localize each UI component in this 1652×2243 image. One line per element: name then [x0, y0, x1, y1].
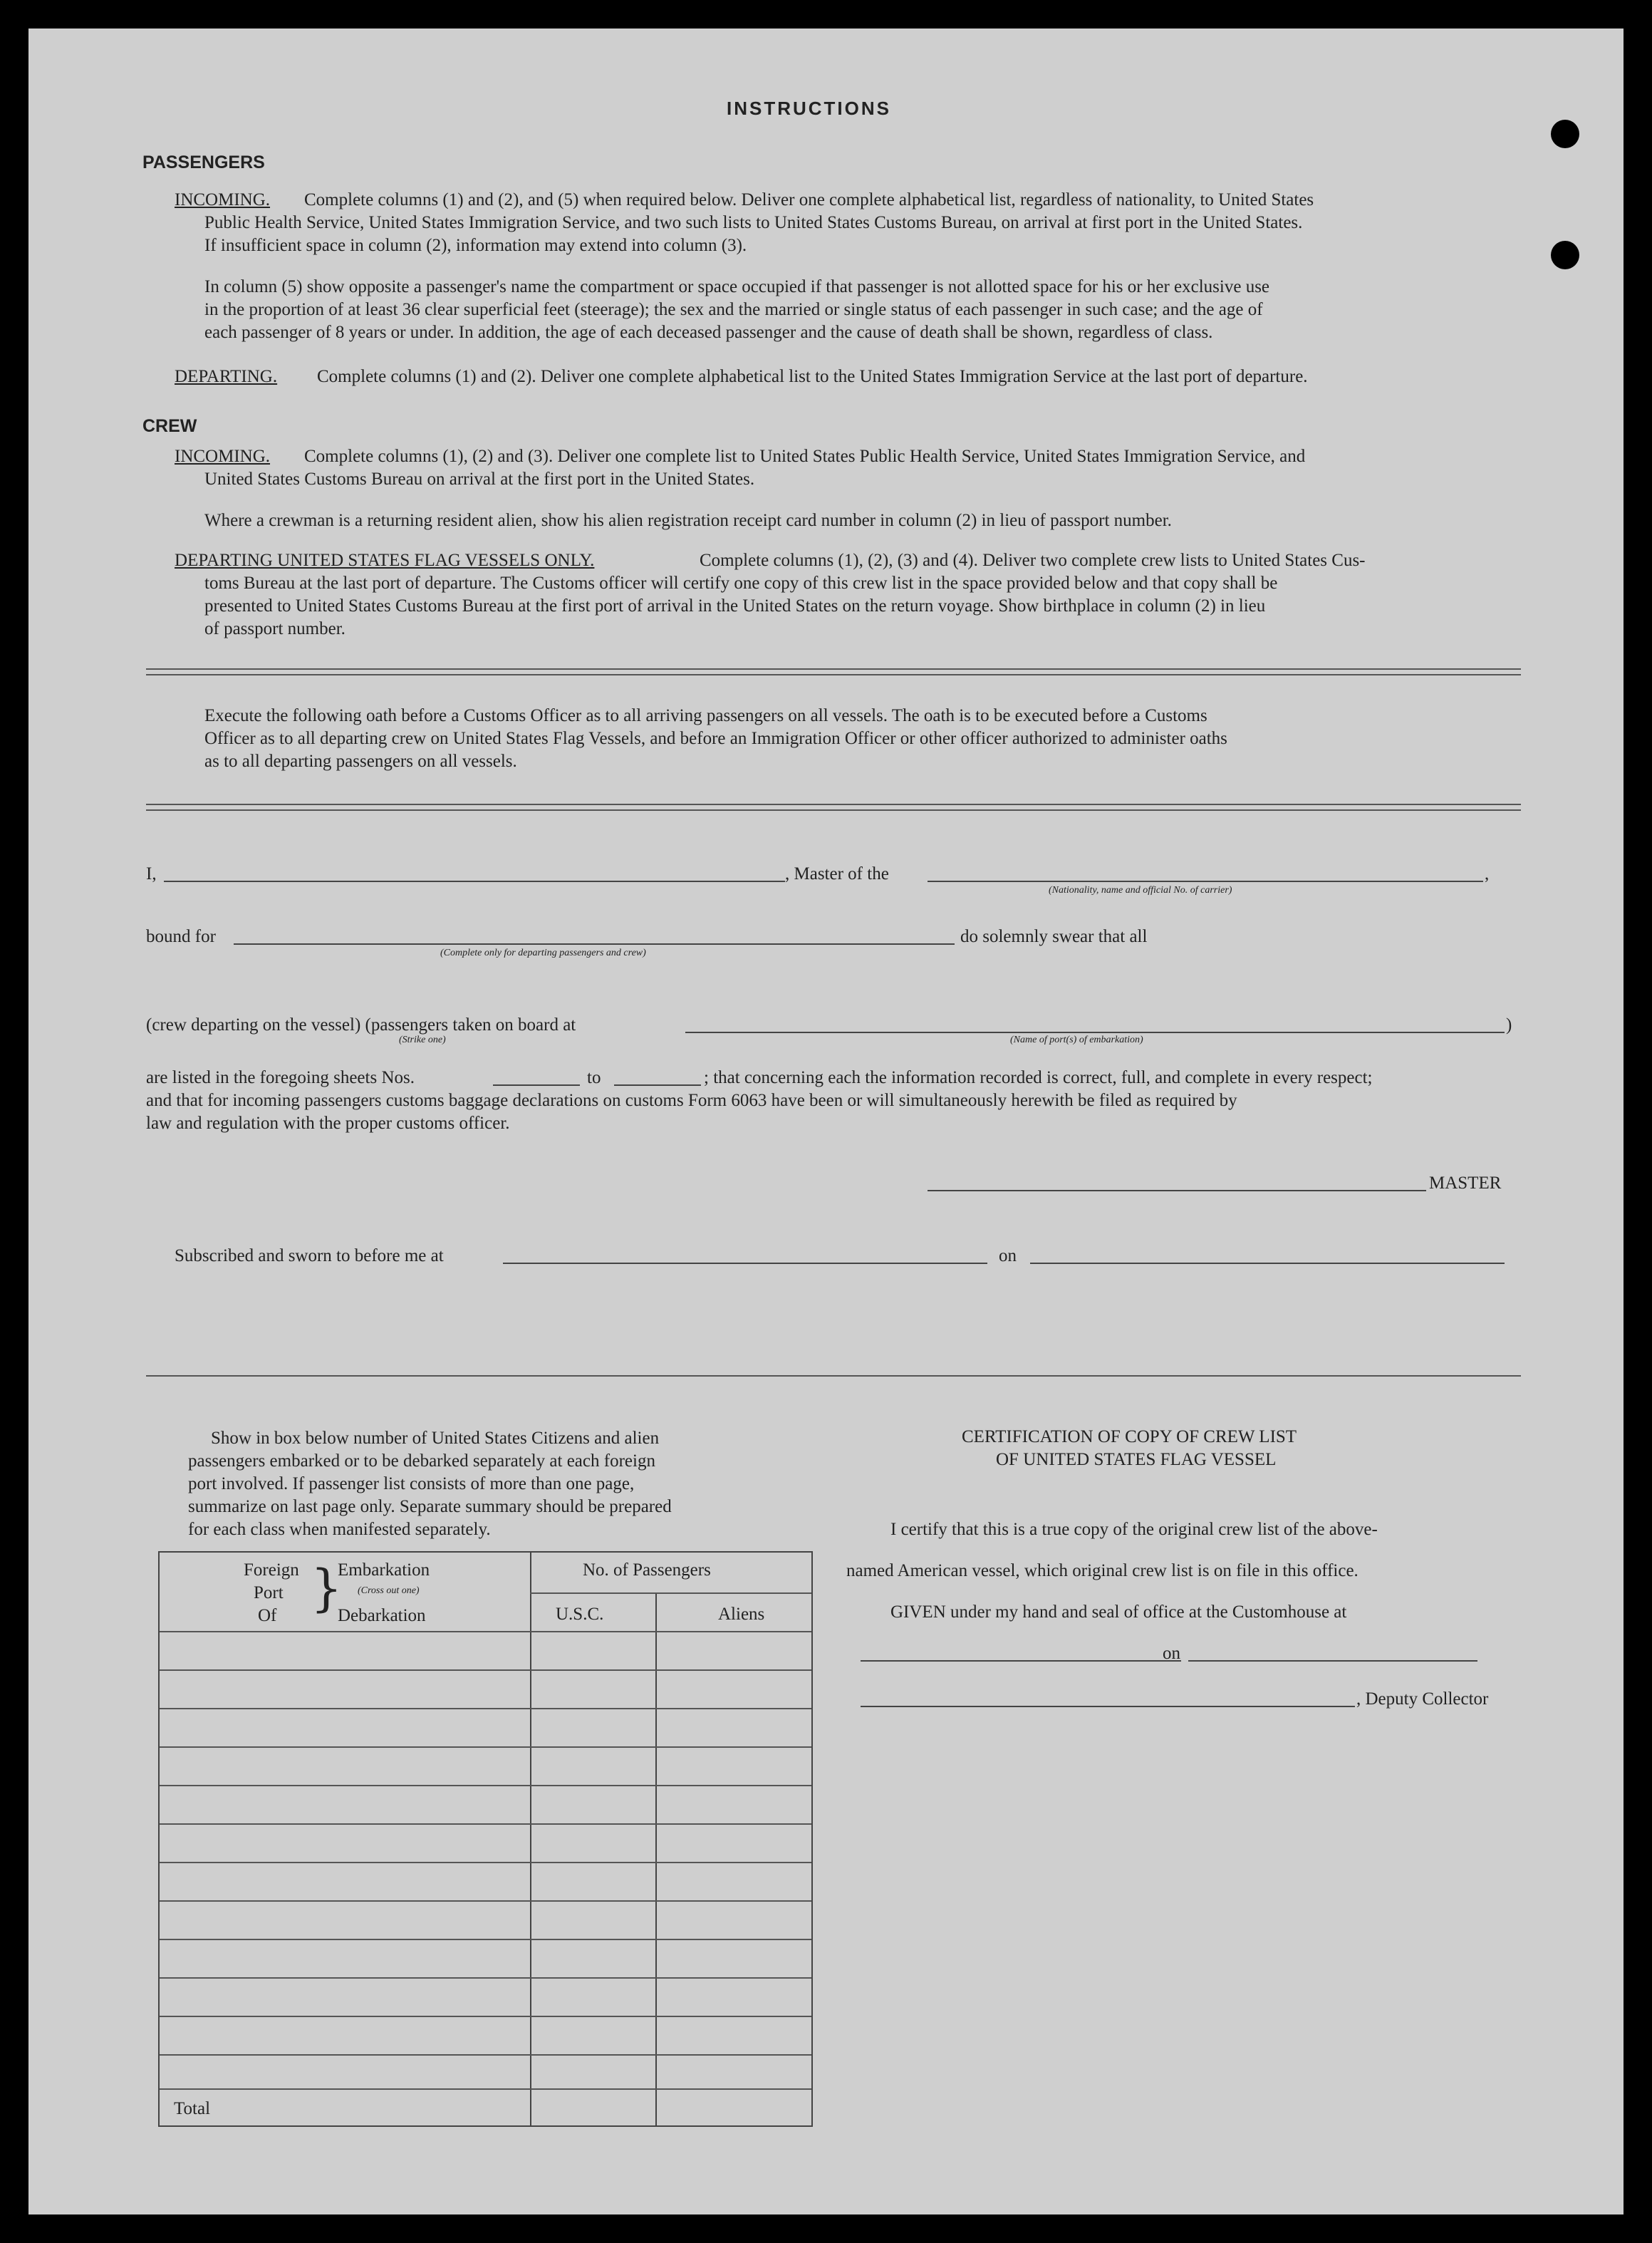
deputy-signature-field[interactable]: [861, 1706, 1355, 1707]
master-name-field[interactable]: [164, 881, 785, 882]
crew-incoming-label: INCOMING.: [175, 447, 271, 466]
table-row: [160, 1900, 811, 1902]
crew-departing-line3: presented to United States Customs Bureau at the first port of arrival in the United States on the return voyage. Show birthplace in column (2) in lieu: [204, 596, 1266, 616]
summary-line3: port involved. If passenger list consists of more than one page,: [188, 1474, 635, 1493]
customs-line3: law and regulation with the proper customs officer.: [146, 1114, 510, 1133]
oath-intro-line3: as to all departing passengers on all vessels.: [204, 752, 517, 771]
table-header-port: Port: [254, 1583, 284, 1602]
bound-for-label: bound for: [146, 927, 216, 946]
summary-line5: for each class when manifested separately.: [188, 1520, 491, 1539]
carrier-comma: ,: [1485, 864, 1490, 884]
crew-departing-line4: of passport number.: [204, 619, 346, 638]
certification-line2: named American vessel, which original crew list is on file in this office.: [846, 1561, 1359, 1580]
divider: [146, 674, 1521, 675]
table-row: [160, 1669, 811, 1671]
certification-title-line1: CERTIFICATION OF COPY OF CREW LIST: [962, 1427, 1297, 1446]
swear-text: do solemnly swear that all: [960, 927, 1148, 946]
column5-line1: In column (5) show opposite a passenger's name the compartment or space occupied if that passenger is not allotted space for his or her exclusive use: [204, 277, 1270, 296]
master-signature-field[interactable]: [928, 1190, 1426, 1191]
passengers-heading: PASSENGERS: [142, 152, 265, 172]
master-label: MASTER: [1429, 1174, 1502, 1193]
column5-line3: each passenger of 8 years or under. In addition, the age of each deceased passenger and the cause of death shall be shown, regardless of class.: [204, 323, 1213, 342]
passengers-incoming-line1: Complete columns (1) and (2), and (5) when required below. Deliver one complete alphabetical list, regardless of nationality, to United States: [304, 190, 1314, 209]
table-header-cross-out: (Cross out one): [358, 1585, 420, 1596]
oath-intro-line1: Execute the following oath before a Customs Officer as to all arriving passengers on all vessels. The oath is to be executed before a Customs: [204, 706, 1207, 725]
certification-date-field[interactable]: [1188, 1660, 1477, 1662]
passengers-incoming-line3: If insufficient space in column (2), information may extend into column (3).: [204, 236, 747, 255]
divider: [146, 809, 1521, 811]
table-header-of: Of: [258, 1606, 277, 1625]
sheet-to-field[interactable]: [614, 1084, 701, 1086]
listed-sheets-text: are listed in the foregoing sheets Nos.: [146, 1068, 415, 1087]
table-row: [160, 2054, 811, 2056]
deputy-collector-label: , Deputy Collector: [1356, 1689, 1489, 1709]
sheet-from-field[interactable]: [493, 1084, 580, 1086]
crew-departing-text: (crew departing on the vessel) (passengers taken on board at: [146, 1015, 576, 1035]
customs-line2: and that for incoming passengers customs baggage declarations on customs Form 6063 have been or will simultaneously herewith be filed as required by: [146, 1091, 1237, 1110]
subscribed-label: Subscribed and sworn to before me at: [175, 1246, 444, 1265]
certification-on-label: on: [1163, 1644, 1180, 1663]
crew-incoming-line2: United States Customs Bureau on arrival at the first port in the United States.: [204, 470, 755, 489]
table-header-embarkation: Embarkation: [338, 1560, 430, 1580]
passengers-departing-label: DEPARTING.: [175, 367, 278, 386]
page-title: INSTRUCTIONS: [727, 98, 891, 119]
column-divider: [655, 1594, 657, 2125]
passengers-incoming-line2: Public Health Service, United States Immigration Service, and two such lists to United States Customs Bureau, on arrival at first port in the United States.: [204, 213, 1303, 232]
divider: [146, 804, 1521, 805]
crew-alien-note: Where a crewman is a returning resident alien, show his alien registration receipt card number in column (2) in lieu of passport number.: [204, 511, 1172, 530]
crew-heading: CREW: [142, 416, 197, 436]
column-divider: [530, 1553, 531, 2125]
passenger-summary-table: [158, 1551, 813, 2127]
table-row: [160, 1785, 811, 1786]
punch-hole: [1551, 241, 1579, 269]
summary-line4: summarize on last page only. Separate summary should be prepared: [188, 1497, 672, 1516]
passengers-departing-text: Complete columns (1) and (2). Deliver one complete alphabetical list to the United States Immigration Service at the last port of departure.: [317, 367, 1308, 386]
table-header-foreign: Foreign: [244, 1560, 299, 1580]
close-paren: ): [1506, 1015, 1512, 1035]
crew-incoming-line1: Complete columns (1), (2) and (3). Deliver one complete list to United States Public Health Service, United States Immigration Service, and: [304, 447, 1306, 466]
table-row: [160, 1708, 811, 1709]
table-row: [160, 1746, 811, 1748]
master-of-label: , Master of the: [785, 864, 889, 884]
table-row: [160, 1823, 811, 1825]
table-row: [160, 1939, 811, 1940]
table-header-usc: U.S.C.: [556, 1605, 604, 1624]
carrier-caption: (Nationality, name and official No. of carrier): [1049, 885, 1232, 896]
oath-intro-line2: Officer as to all departing crew on United States Flag Vessels, and before an Immigration Officer or other officer authorized to administer oaths: [204, 729, 1227, 748]
table-row: [160, 1631, 811, 1632]
sworn-on-label: on: [999, 1246, 1017, 1265]
passengers-incoming-label: INCOMING.: [175, 190, 271, 209]
table-row: [160, 2016, 811, 2017]
punch-hole: [1551, 120, 1579, 148]
oath-i-label: I,: [146, 864, 157, 884]
summary-line1: Show in box below number of United States Citizens and alien: [211, 1429, 660, 1448]
sworn-place-field[interactable]: [503, 1263, 987, 1264]
certification-line3: GIVEN under my hand and seal of office at the Customhouse at: [890, 1602, 1347, 1622]
sworn-date-field[interactable]: [1030, 1263, 1505, 1264]
crew-departing-line2: toms Bureau at the last port of departure. The Customs officer will certify one copy of this crew list in the space provided below and that copy shall be: [204, 574, 1278, 593]
table-row: [160, 1977, 811, 1979]
customhouse-field[interactable]: [861, 1660, 1181, 1662]
bound-for-field[interactable]: [234, 943, 955, 945]
brace-icon: }: [311, 1559, 343, 1617]
embarkation-port-field[interactable]: [685, 1032, 1505, 1033]
sheet-to-label: to: [587, 1068, 601, 1087]
listed-post-text: ; that concerning each the information recorded is correct, full, and complete in every respect;: [704, 1068, 1373, 1087]
ports-caption: (Name of port(s) of embarkation): [1010, 1035, 1143, 1045]
table-header-aliens: Aliens: [718, 1605, 765, 1624]
table-header-debarkation: Debarkation: [338, 1606, 426, 1625]
table-row: [160, 2088, 811, 2090]
table-row: [160, 1862, 811, 1863]
divider: [146, 1375, 1521, 1377]
crew-departing-line1: Complete columns (1), (2), (3) and (4). Deliver two complete crew lists to United States Cus-: [700, 551, 1366, 570]
table-total-label: Total: [174, 2099, 211, 2118]
carrier-field[interactable]: [928, 881, 1483, 882]
crew-departing-label: DEPARTING UNITED STATES FLAG VESSELS ONLY.: [175, 551, 595, 570]
table-header-no-of-passengers: No. of Passengers: [583, 1560, 711, 1580]
strike-one-caption: (Strike one): [399, 1035, 446, 1045]
header-row-divider: [530, 1592, 811, 1594]
column5-line2: in the proportion of at least 36 clear superficial feet (steerage); the sex and the married or single status of each passenger in such case; and the age of: [204, 300, 1263, 319]
certification-title-line2: OF UNITED STATES FLAG VESSEL: [996, 1450, 1277, 1469]
bound-for-caption: (Complete only for departing passengers and crew): [440, 948, 646, 958]
form-page: [28, 29, 1624, 2214]
summary-line2: passengers embarked or to be debarked separately at each foreign: [188, 1451, 655, 1471]
divider: [146, 668, 1521, 670]
certification-line1: I certify that this is a true copy of the original crew list of the above-: [890, 1520, 1378, 1539]
